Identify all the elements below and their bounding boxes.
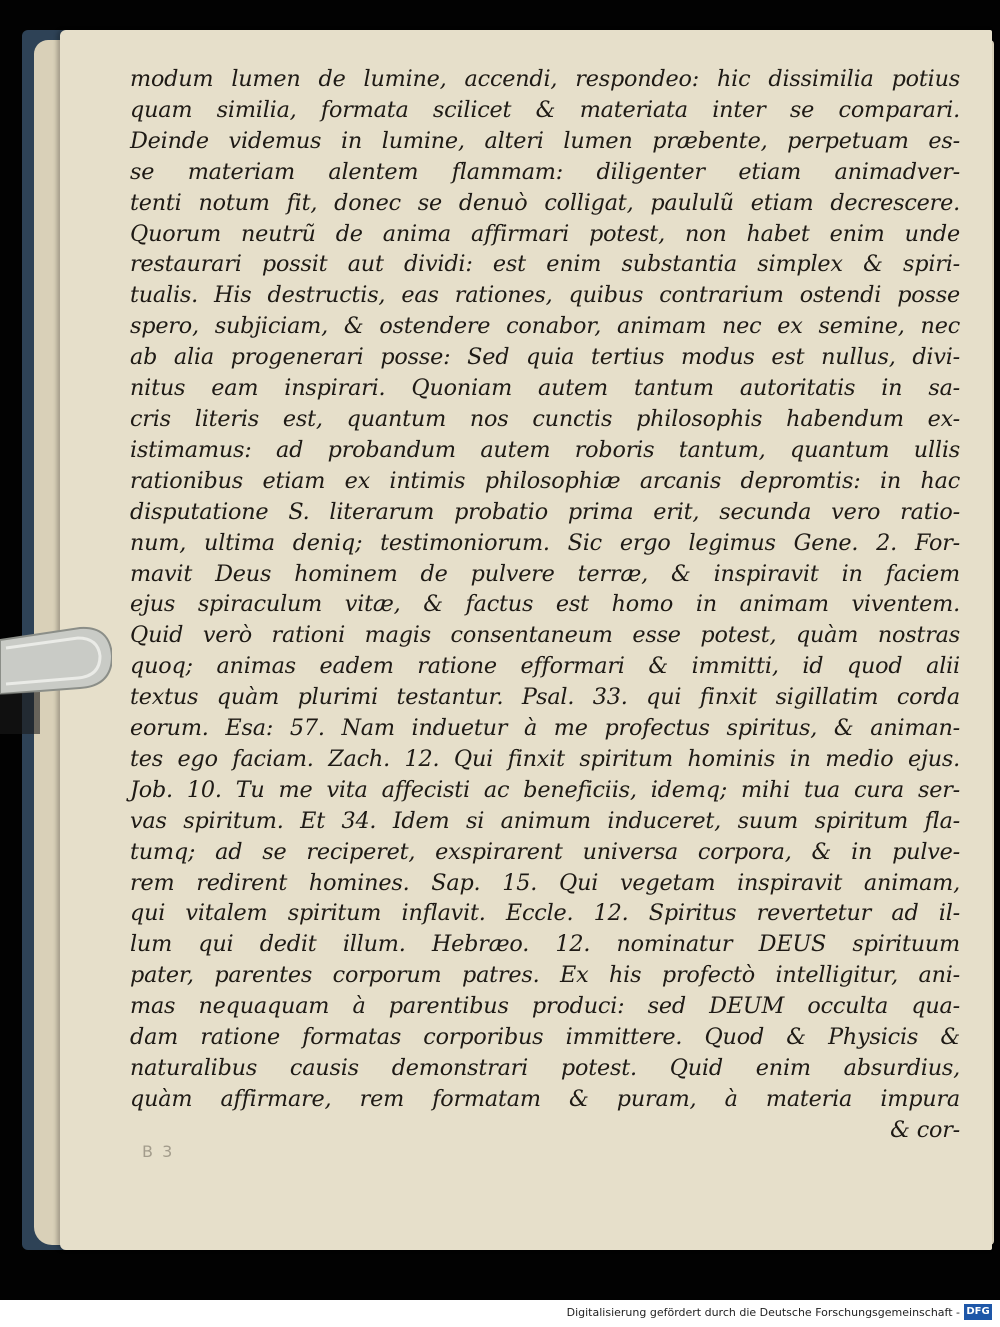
text-line: lum qui dedit illum. Hebræo. 12. nominatur DEUS spirituum — [130, 931, 960, 958]
text-line: ab alia progenerari posse: Sed quia tertius modus est nullus, divi- — [130, 344, 960, 371]
text-line: tualis. His destructis, eas rationes, quibus contrarium ostendi posse — [130, 282, 960, 309]
text-line: disputatione S. literarum probatio prima erit, secunda vero ratio- — [130, 498, 960, 525]
text-line: cris literis est, quantum nos cunctis philosophis habendum ex- — [130, 405, 960, 432]
text-line: dam ratione formatas corporibus immittere. Quod & Physicis & — [130, 1024, 960, 1051]
text-line: eorum. Esa: 57. Nam induetur à me profectus spiritus, & animan- — [130, 715, 960, 742]
book-page — [60, 30, 992, 1250]
text-line: textus quàm plurimi testantur. Psal. 33. qui finxit sigillatim corda — [130, 684, 960, 711]
text-line: ejus spiraculum vitæ, & factus est homo in animam viventem. — [130, 591, 960, 618]
page-text — [130, 64, 960, 1146]
clip-icon — [0, 610, 112, 734]
text-line: naturalibus causis demonstrari potest. Quid enim absurdius, — [130, 1055, 960, 1081]
text-line: Job. 10. Tu me vita affecisti ac beneficiis, idemq; mihi tua cura ser- — [130, 776, 960, 803]
text-line: vas spiritum. Et 34. Idem si animum induceret, suum spiritum fla- — [130, 807, 960, 834]
text-line: quàm affirmare, rem formatam & puram, à materia impura — [130, 1085, 960, 1112]
text-line: rationibus etiam ex intimis philosophiæ arcanis depromtis: in hac — [130, 467, 960, 494]
text-line: tes ego faciam. Zach. 12. Qui finxit spiritum hominis in medio ejus. — [130, 745, 960, 772]
text-line: pater, parentes corporum patres. Ex his profectò intelligitur, ani- — [130, 962, 960, 989]
text-line: num, ultima deniq; testimoniorum. Sic ergo legimus Gene. 2. For- — [130, 529, 960, 556]
text-line: istimamus: ad probandum autem roboris tantum, quantum ullis — [130, 436, 960, 463]
text-line: mavit Deus hominem de pulvere terræ, & inspiravit in faciem — [130, 560, 960, 587]
footer-bar — [0, 1300, 1000, 1327]
text-line: tenti notum fit, donec se denuò colligat, paululũ etiam decrescere. — [130, 189, 960, 216]
text-line: mas nequaquam à parentibus produci: sed DEUM occulta qua- — [130, 993, 960, 1020]
text-line: nitus eam inspirari. Quoniam autem tantum autoritatis in sa- — [130, 375, 960, 402]
text-line: Quorum neutrũ de anima affirmari potest, non habet enim unde — [130, 220, 960, 247]
text-line: quoq; animas eadem ratione efformari & immitti, id quod alii — [130, 653, 960, 680]
text-line: spero, subjiciam, & ostendere conabor, animam nec ex semine, nec — [130, 313, 960, 340]
text-line: Quid verò rationi magis consentaneum esse potest, quàm nostras — [130, 622, 960, 649]
text-line: rem redirent homines. Sap. 15. Qui vegetam inspiravit animam, — [130, 869, 960, 896]
text-line: se materiam alentem flammam: diligenter etiam animadver- — [130, 158, 960, 185]
text-line: quam similia, formata scilicet & materiata inter se comparari. — [130, 96, 960, 123]
text-line: Deinde videmus in lumine, alteri lumen præbente, perpetuam es- — [130, 127, 960, 154]
dfg-logo: DFG — [964, 1304, 992, 1320]
text-line: qui vitalem spiritum inflavit. Eccle. 12. Spiritus revertetur ad il- — [130, 900, 960, 927]
text-line: tumq; ad se reciperet, exspirarent universa corpora, & in pulve- — [130, 838, 960, 865]
text-line: restaurari possit aut dividi: est enim substantia simplex & spiri- — [130, 251, 960, 278]
text-line: modum lumen de lumine, accendi, respondeo: hic dissimilia potius — [130, 66, 960, 92]
footer-credit: Digitalisierung gefördert durch die Deutsche Forschungsgemeinschaft - — [566, 1306, 960, 1319]
signature-mark: B 3 — [142, 1142, 175, 1161]
text-line: & cor- — [890, 1116, 960, 1143]
